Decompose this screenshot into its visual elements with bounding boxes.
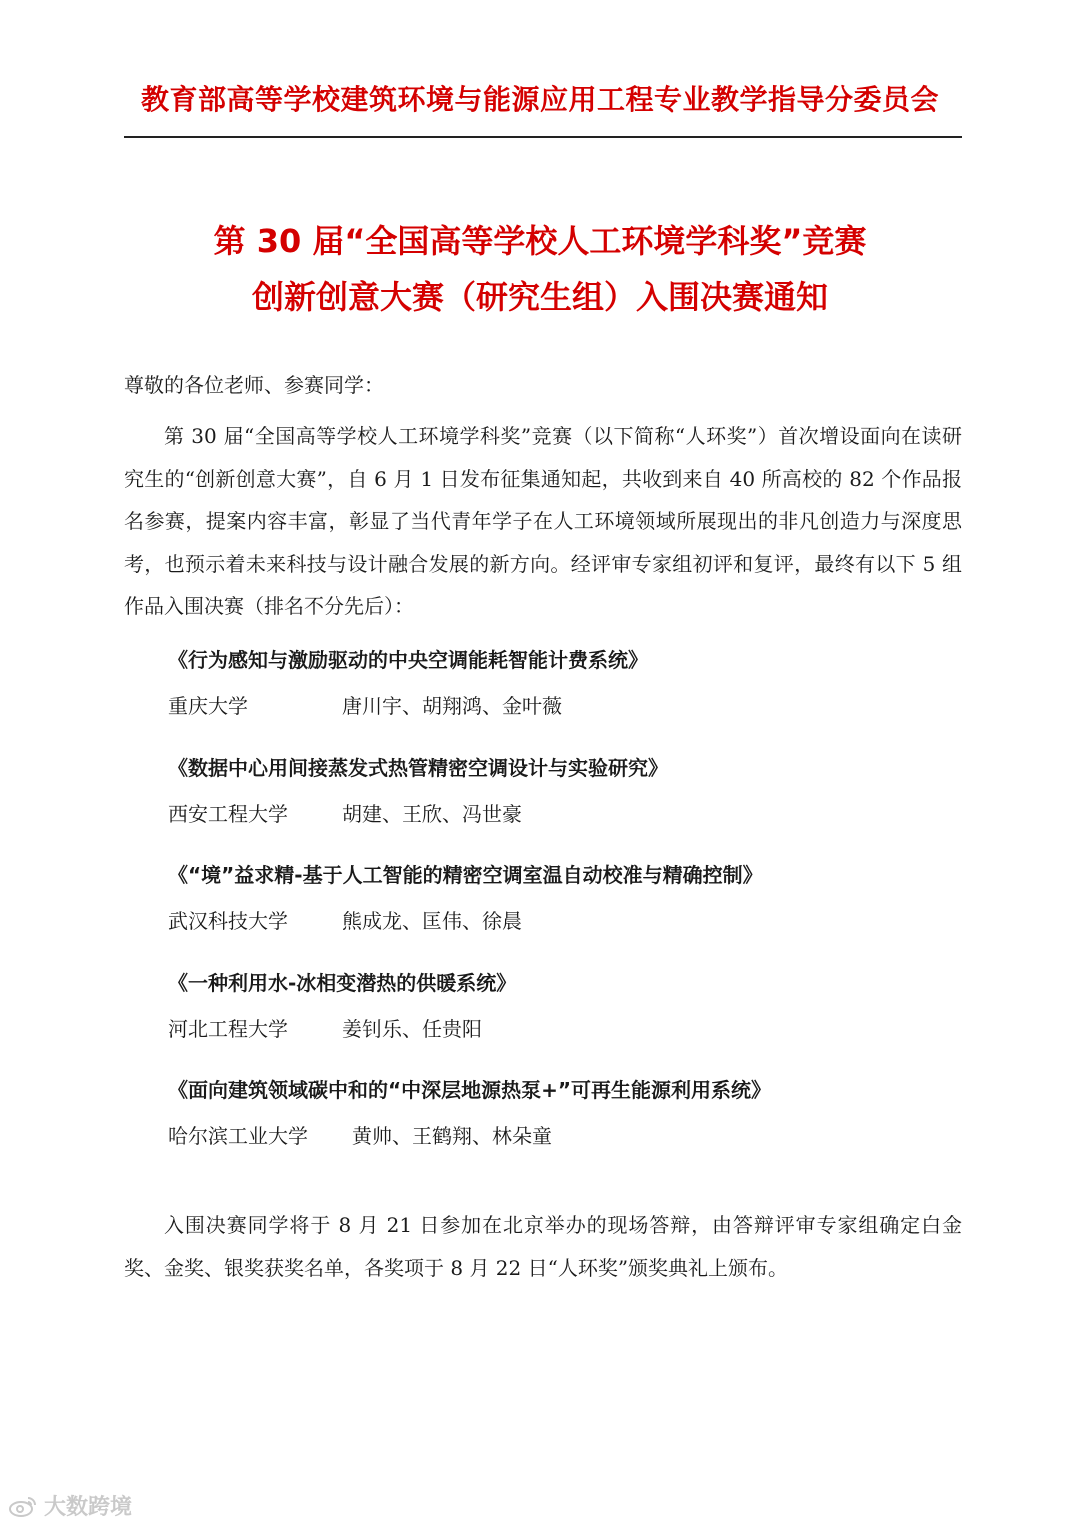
entry-school: 西安工程大学 <box>168 801 288 826</box>
entry-detail <box>168 1009 968 1049</box>
entry-school: 武汉科技大学 <box>168 909 288 933</box>
intro-paragraph: 第 30 届“全国高等学校人工环境学科奖”竞赛（以下简称“人环奖”）首次增设面向在读研究生的“创新创意大赛”，自 6 月 1 日发布征集通知起，共收到来自 40 所高校的 82 个作品报名参赛，提案内容丰富，彰显了当代青年学子在人工环境领域所展现出的非凡创造力与深度思考，也预示着未来科技与设计融合发展的新方向。经评审专家组初评和复评，最终有以下 5 组作品入围决赛（排名不分先后）： <box>124 424 962 618</box>
entry-school: 哈尔滨工业大学 <box>168 1124 308 1148</box>
entry-title: 《“境”益求精-基于人工智能的精密空调室温自动校准与精确控制》 <box>168 863 763 887</box>
entry-school: 河北工程大学 <box>168 1016 288 1041</box>
watermark-text: 大数跨境 <box>44 1495 133 1520</box>
entry-members: 姜钊乐、任贵阳 <box>342 1016 482 1041</box>
entry-detail <box>168 901 968 941</box>
salutation: 尊敬的各位老师、参赛同学： <box>124 373 384 397</box>
entry-members: 胡建、王欣、冯世豪 <box>342 801 522 826</box>
weibo-logo-icon <box>8 1494 38 1518</box>
watermark <box>8 1490 132 1521</box>
organization-header: 教育部高等学校建筑环境与能源应用工程专业教学指导分委员会 <box>140 83 939 116</box>
entry-detail <box>168 1116 968 1156</box>
finalist-entry <box>168 1070 968 1178</box>
finalist-list <box>168 640 968 1178</box>
notice-title-line-1: 第 30 届“全国高等学校人工环境学科奖”竞赛 <box>213 222 867 260</box>
finalist-entry <box>168 748 968 856</box>
entry-members: 熊成龙、匡伟、徐晨 <box>342 909 522 933</box>
entry-members: 唐川宇、胡翔鸿、金叶薇 <box>342 694 562 718</box>
entry-title: 《一种利用水-冰相变潜热的供暖系统》 <box>168 970 517 995</box>
closing-paragraph: 入围决赛同学将于 8 月 21 日参加在北京举办的现场答辩，由答辩评审专家组确定白金奖、金奖、银奖获奖名单，各奖项于 8 月 22 日“人环奖”颁奖典礼上颁布。 <box>124 1213 962 1280</box>
header-divider <box>124 136 962 138</box>
notice-title-line-2: 创新创意大赛（研究生组）入围决赛通知 <box>251 278 828 316</box>
entry-title: 《面向建筑领域碳中和的“中深层地源热泵+”可再生能源利用系统》 <box>168 1078 772 1102</box>
finalist-entry <box>168 855 968 963</box>
entry-school: 重庆大学 <box>168 694 248 718</box>
entry-members: 黄帅、王鹤翔、林朵童 <box>352 1124 552 1148</box>
finalist-entry <box>168 963 968 1071</box>
entry-detail <box>168 686 968 726</box>
entry-title: 《行为感知与激励驱动的中央空调能耗智能计费系统》 <box>168 648 648 672</box>
entry-detail <box>168 794 968 834</box>
entry-title: 《数据中心用间接蒸发式热管精密空调设计与实验研究》 <box>168 755 668 780</box>
finalist-entry <box>168 640 968 748</box>
